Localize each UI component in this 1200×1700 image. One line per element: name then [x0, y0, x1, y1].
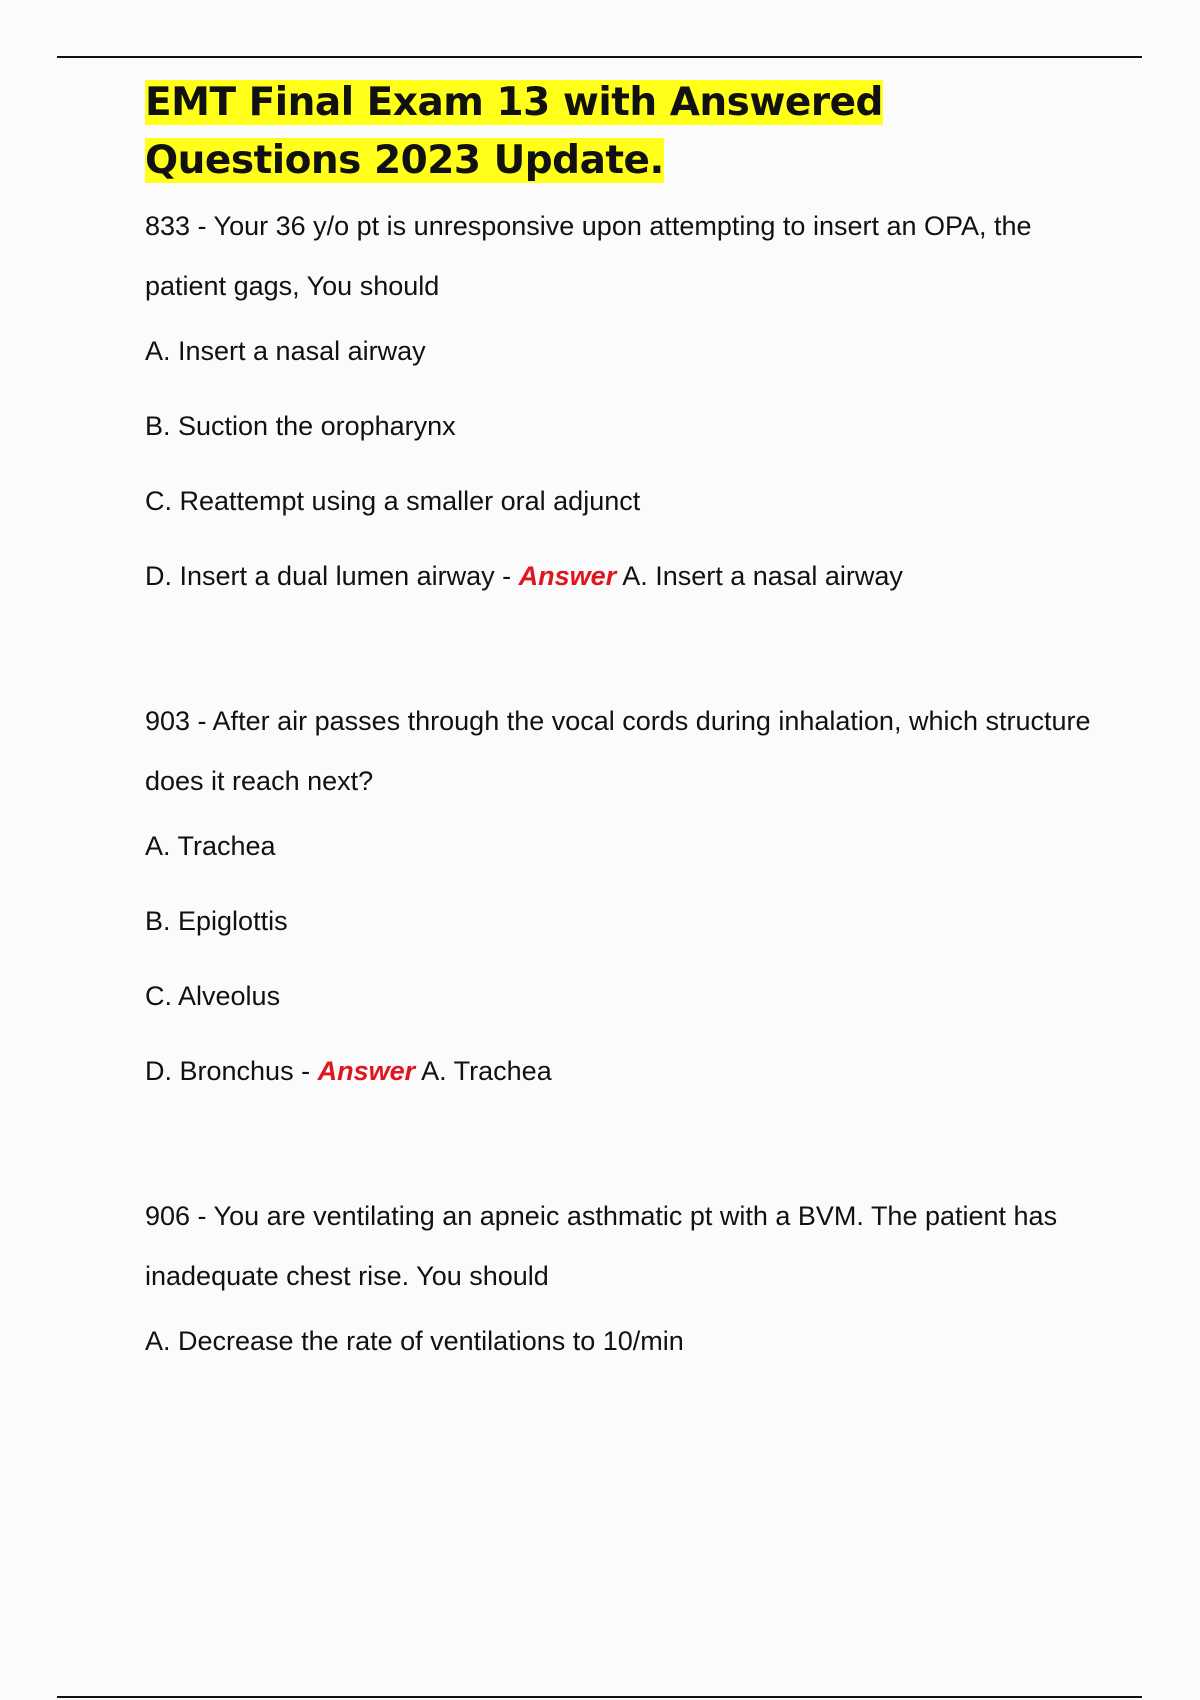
question-block — [145, 196, 1095, 596]
answer-label: Answer — [518, 561, 617, 591]
option-text: D. Insert a dual lumen airway - — [145, 561, 512, 591]
document-body — [145, 74, 1095, 1361]
question-block — [145, 691, 1095, 1091]
answer-label: Answer — [317, 1056, 416, 1086]
question-option: A. Insert a nasal airway — [145, 336, 426, 366]
bottom-rule — [57, 1696, 1142, 1698]
question-option-with-answer — [145, 556, 1095, 596]
top-rule — [57, 56, 1142, 58]
question-option: B. Epiglottis — [145, 906, 288, 936]
question-option: C. Alveolus — [145, 981, 281, 1011]
question-block — [145, 1186, 1095, 1361]
question-option: A. Trachea — [145, 831, 276, 861]
title-highlight: EMT Final Exam 13 with Answered Questions 2023 Update. — [145, 80, 883, 183]
option-text: D. Bronchus - — [145, 1056, 311, 1086]
question-option-with-answer — [145, 1051, 1095, 1091]
question-stem: 903 - After air passes through the vocal cords during inhalation, which structure does it reach next? — [145, 706, 1091, 796]
question-option: B. Suction the oropharynx — [145, 411, 456, 441]
question-stem: 906 - You are ventilating an apneic asthmatic pt with a BVM. The patient has inadequate chest rise. You should — [145, 1201, 1058, 1291]
question-option: A. Decrease the rate of ventilations to 10/min — [145, 1326, 684, 1356]
question-stem: 833 - Your 36 y/o pt is unresponsive upon attempting to insert an OPA, the patient gags, You should — [145, 211, 1032, 301]
question-option: C. Reattempt using a smaller oral adjunct — [145, 486, 641, 516]
page-title — [145, 74, 1095, 190]
answer-text: A. Insert a nasal airway — [622, 561, 903, 591]
answer-text: A. Trachea — [421, 1056, 552, 1086]
